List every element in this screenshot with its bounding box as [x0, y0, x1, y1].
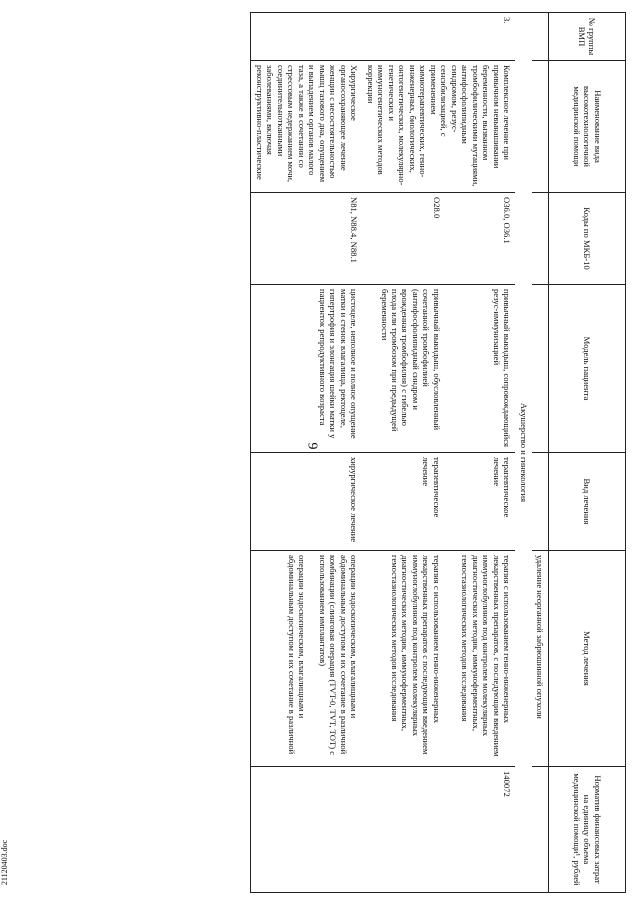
row-treatment-type: хирургическое лечение [251, 453, 362, 551]
header-row [549, 13, 626, 893]
row-icd-codes: N81, N88.4, N88.1 [251, 193, 362, 285]
document-footer: 2112040З.doc [0, 839, 10, 886]
page-number: 6 [306, 442, 322, 450]
section-row [515, 13, 531, 893]
row-treatment-method: терапия с использованием генно-инженерных лекарственных препаратов с последующим введением иммуноглобулинов под контролем молекулярных диагностических методик, иммуноферментных, гемостазиологических методов исследования [362, 551, 445, 767]
method-item: операции эндоскопическим, влагалищным и абдоминальным доступом и их сочетание в различной [286, 555, 308, 755]
row-vmp-name: Комплексное лечение при привычном невынашивании беременности, вызванном тромбофилическими мутациями, антифосфолипидным синдромом, резус-сенсибилизацией, с применением химиотерапевтических, генно-инженерных, биологических, онтогенетических, молекулярно-генетических и иммуногенетических методов коррекции [362, 61, 515, 193]
header-vmp-name: Наименование вида высокотехнологичной медицинской помощи [549, 61, 626, 193]
row-icd-codes: О28.0 [362, 193, 445, 285]
row-patient-model: привычный выкидыш, сопровождающийся резус-иммунизацией [445, 285, 515, 453]
row-patient-model: цистоцеле, неполное и полное опущение матки и стенок влагалища, ректоцеле, гипертрофия и элонгация шейки матки у пациенток репродуктивного возраста [251, 285, 362, 453]
header-icd-codes: Коды по МКБ-10 [549, 193, 626, 285]
header-cost-standard: Норматив финансовых затрат на единицу объема медицинской помощи¹, рублей [549, 767, 626, 893]
table-row [251, 13, 362, 893]
row-patient-model: привычный выкидыш, обусловленный сочетанной тромбофилией (антифосфолипидный синдром и врожденная тромбофилия) с гибелью плода или тромбозом при предыдущей беременности [362, 285, 445, 453]
row-treatment-method: терапия с использованием генно-инженерных лекарственных препаратов, с последующим введением иммуноглобулинов под контролем молекулярных диагностических методик, иммуноферментных, гемостазиологических методов исследования [445, 551, 515, 767]
header-group-number: № группы ВМП [549, 13, 626, 61]
rotated-page [16, 12, 626, 892]
header-treatment-method: Метод лечения [549, 551, 626, 767]
table-row [532, 13, 549, 893]
row-icd-codes: О36.0, О36.1 [445, 193, 515, 285]
vmp-table [250, 12, 626, 893]
row-vmp-name: Хирургическое органосохраняющее лечение женщин с несостоятельностью мышц тазового дна, опущением и выпадением органов малого таза, а также в сочетании со стрессовым недержанием мочи, соединительнотканными заболеваниями, включая реконструктивно-пластические [251, 61, 362, 193]
row-treatment-type: терапевтическое лечение [362, 453, 445, 551]
section-title: Акушерство и гинекология [515, 13, 531, 893]
table-row [445, 13, 515, 893]
row-cost: 140072 [445, 767, 515, 893]
row-number: 3. [445, 13, 515, 61]
header-patient-model: Модель пациента [549, 285, 626, 453]
header-treatment-type: Вид лечения [549, 453, 626, 551]
continuation-method: удаление неорганной забрюшинной опухоли [532, 551, 549, 767]
row-treatment-method [251, 551, 362, 767]
row-treatment-type: терапевтическое лечение [445, 453, 515, 551]
method-item: операции эндоскопическим, влагалищным и абдоминальным доступом и их сочетание в различной комбинации (слинговая операция (TVT-0, TVT, TOT) с использованием имплантатов) [317, 555, 360, 756]
